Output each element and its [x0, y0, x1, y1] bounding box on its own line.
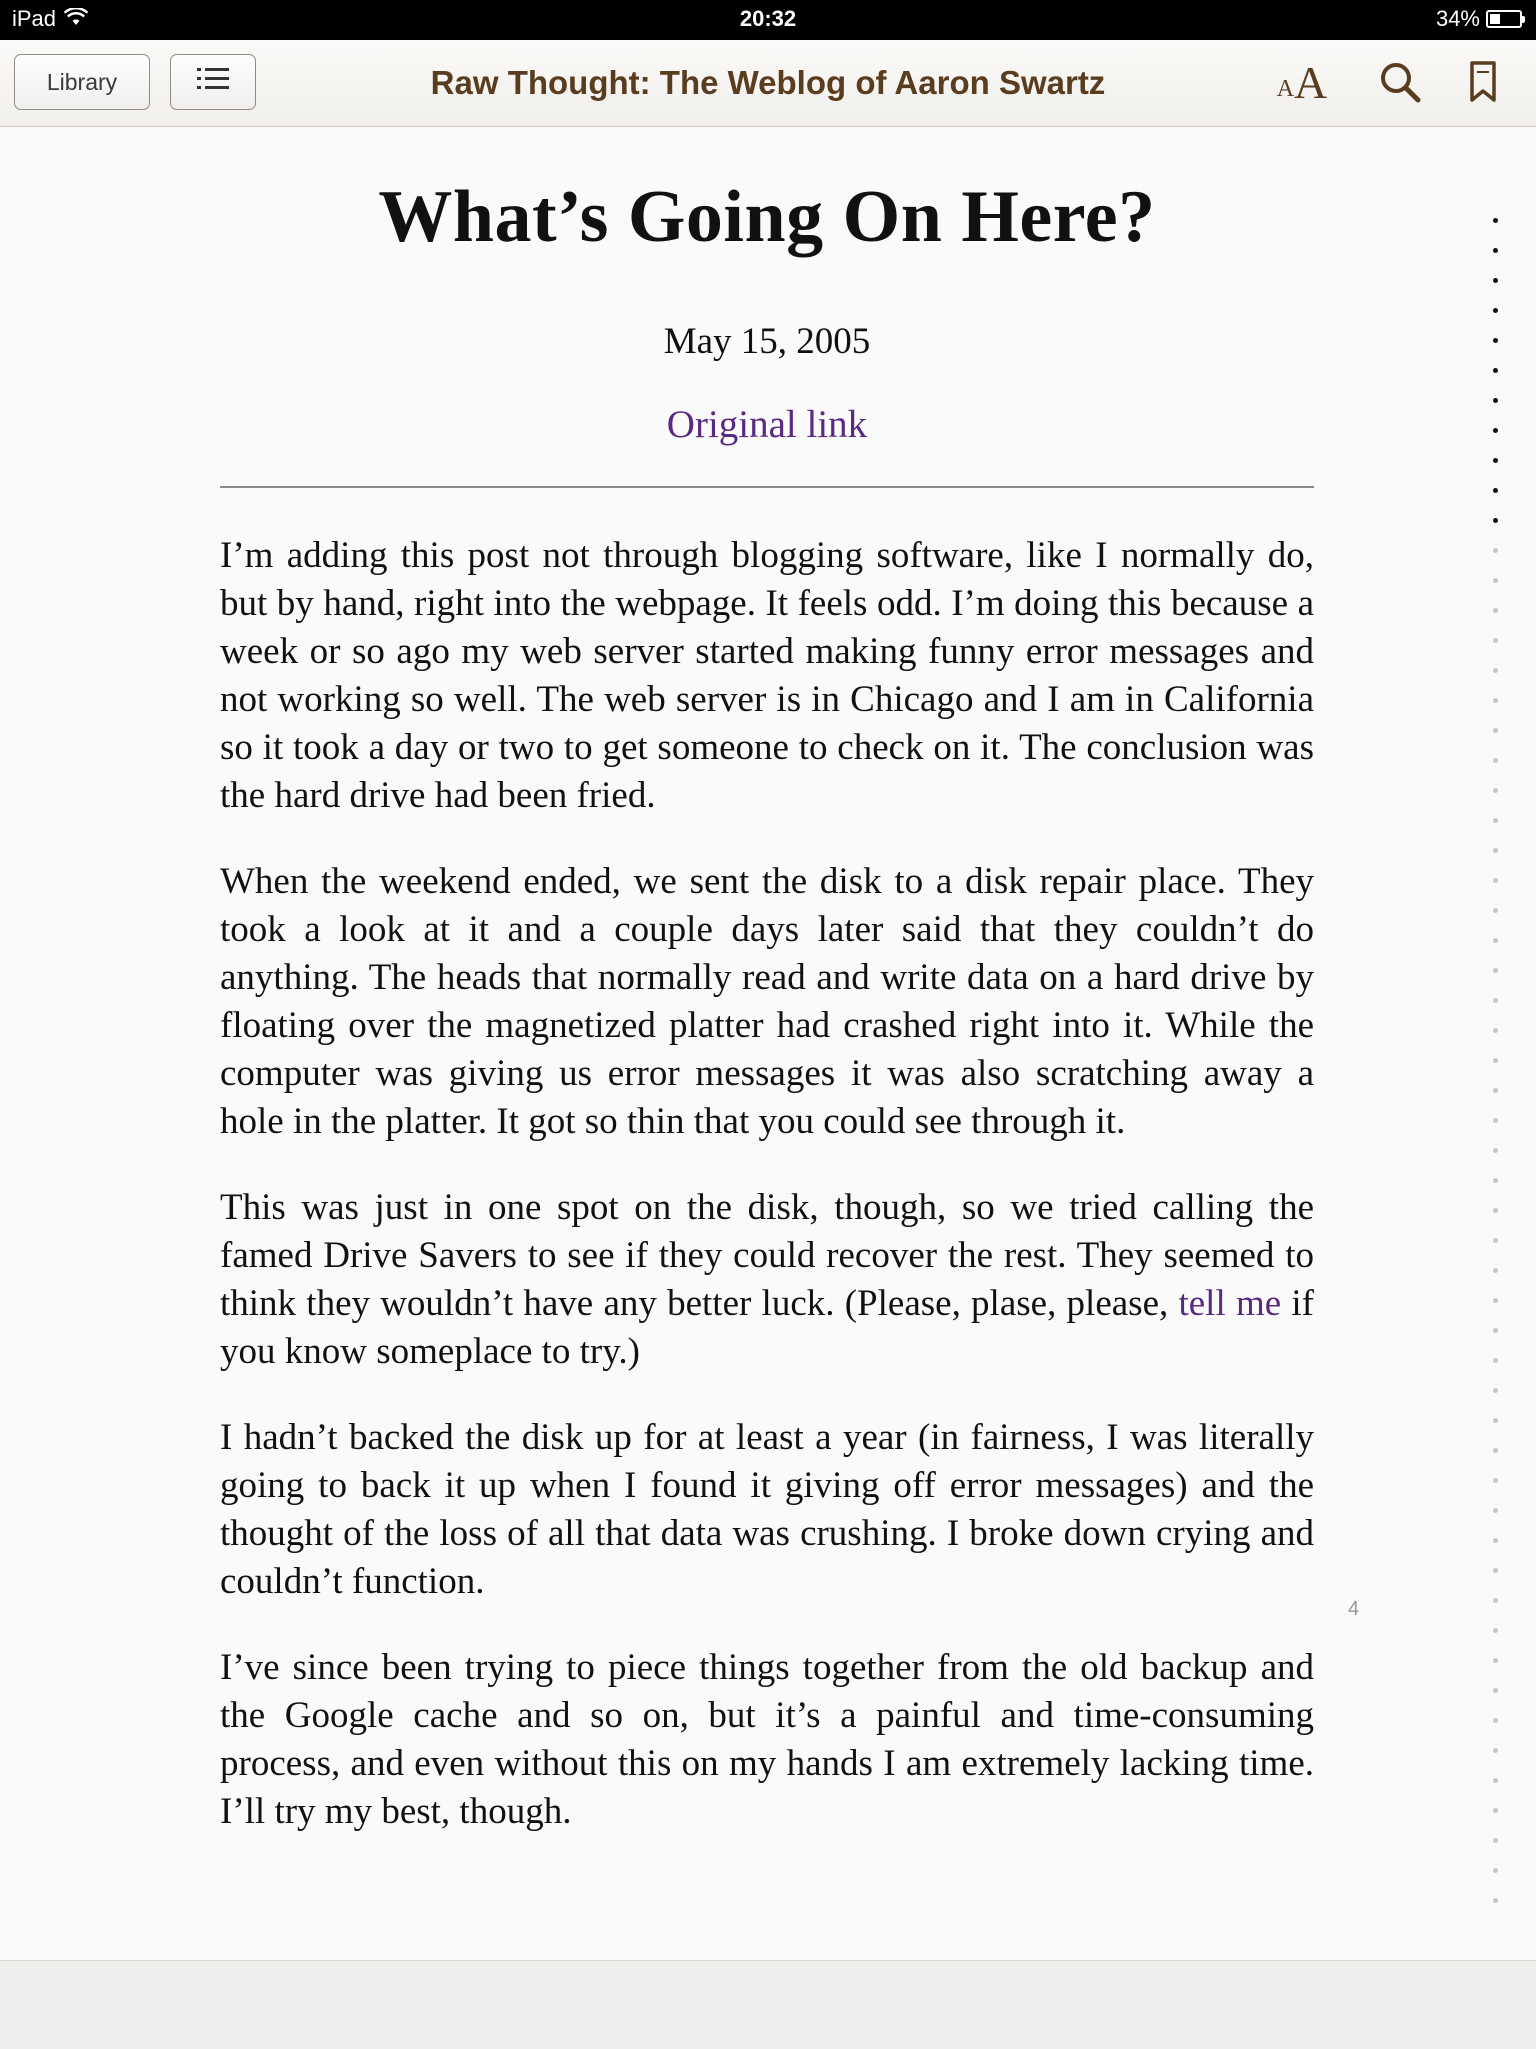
page-dot-unread	[1493, 1868, 1498, 1873]
page-dot-unread	[1493, 788, 1498, 793]
page-dot-unread	[1493, 638, 1498, 643]
page-dot-unread	[1493, 548, 1498, 553]
original-link[interactable]: Original link	[666, 403, 868, 446]
page-dot-unread	[1493, 1778, 1498, 1783]
paragraph: I’ve since been trying to piece things together from the old backup and the Google cache and so on, but it’s a painful and time-consuming process, and even without this on my hands I am extremely lacking time. I’ll try my best, though.	[220, 1647, 1314, 1832]
page-dot-read	[1493, 518, 1498, 523]
page-dot-unread	[1493, 908, 1498, 913]
bottom-bar	[0, 1960, 1536, 2049]
font-size-icon[interactable]	[1268, 56, 1336, 108]
page-dot-read	[1493, 398, 1498, 403]
page-dot-unread	[1493, 1598, 1498, 1603]
article-date: May 15, 2005	[663, 321, 871, 362]
page-dot-unread	[1493, 998, 1498, 1003]
page-dot-unread	[1493, 1448, 1498, 1453]
reader-toolbar	[0, 40, 1536, 127]
page-dot-unread	[1493, 758, 1498, 763]
page-dot-unread	[1493, 1388, 1498, 1393]
page-dot-unread	[1493, 1658, 1498, 1663]
page-dot-unread	[1493, 608, 1498, 613]
page-dot-unread	[1493, 1628, 1498, 1633]
divider	[220, 486, 1314, 488]
status-bar	[0, 0, 1536, 40]
page-dot-unread	[1493, 938, 1498, 943]
page-dot-unread	[1493, 1058, 1498, 1063]
page-dot-unread	[1493, 1538, 1498, 1543]
page-dot-read	[1493, 338, 1498, 343]
battery-percent: 34%	[1435, 6, 1480, 31]
page-dot-unread	[1493, 1478, 1498, 1483]
page-dot-unread	[1493, 1148, 1498, 1153]
page-number: 4	[1348, 1598, 1360, 1620]
page-dot-unread	[1493, 1718, 1498, 1723]
page-dot-unread	[1493, 1838, 1498, 1843]
clock: 20:32	[739, 6, 797, 31]
page-dot-unread	[1493, 1568, 1498, 1573]
article-title: What’s Going On Here?	[378, 176, 1156, 258]
book-title: Raw Thought: The Weblog of Aaron Swartz	[430, 64, 1106, 101]
paragraph-text: if you know someplace to try.)	[220, 1283, 1314, 1372]
tell-me-link[interactable]: tell me	[1178, 1283, 1282, 1324]
paragraph	[220, 1184, 1314, 1376]
page-scrubber[interactable]	[1490, 218, 1500, 1928]
status-right	[1436, 6, 1522, 32]
page-dot-unread	[1493, 1208, 1498, 1213]
page-dot-unread	[1493, 1238, 1498, 1243]
page-dot-unread	[1493, 1118, 1498, 1123]
page-dot-read	[1493, 488, 1498, 493]
page-dot-unread	[1493, 1808, 1498, 1813]
page-dot-unread	[1493, 578, 1498, 583]
page-dot-unread	[1493, 1748, 1498, 1753]
page-dot-read	[1493, 218, 1498, 223]
page-dot-unread	[1493, 1328, 1498, 1333]
table-of-contents-button[interactable]	[170, 54, 256, 110]
page-dot-read	[1493, 428, 1498, 433]
page-dot-unread	[1493, 1178, 1498, 1183]
page-dot-unread	[1493, 698, 1498, 703]
page-dot-read	[1493, 368, 1498, 373]
battery-icon	[1486, 10, 1522, 28]
page-dot-unread	[1493, 968, 1498, 973]
paragraph: When the weekend ended, we sent the disk to a disk repair place. They took a look at it and a couple days later said that they couldn’t do anything. The heads that normally read and write data on a hard drive by floating over the magnetized platter had crashed right into it. While the computer was giving us error messages it was also scratching away a hole in the platter. It got so thin that you could see through it.	[220, 861, 1314, 1142]
page-dot-unread	[1493, 1298, 1498, 1303]
page-dot-unread	[1493, 1358, 1498, 1363]
page-dot-read	[1493, 308, 1498, 313]
page-dot-unread	[1493, 1418, 1498, 1423]
paragraph: I hadn’t backed the disk up for at least a year (in fairness, I was literally going to back it up when I found it giving off error messages) and the thought of the loss of all that data was crushing. I broke down crying and couldn’t function.	[220, 1417, 1314, 1602]
paragraph: I’m adding this post not through blogging software, like I normally do, but by hand, right into the webpage. It feels odd. I’m doing this because a week or so ago my web server started making funny error messages and not working so well. The web server is in Chicago and I am in California so it took a day or two to get someone to check on it. The conclusion was the hard drive had been fried.	[220, 535, 1314, 816]
page-dot-unread	[1493, 1088, 1498, 1093]
article-content	[220, 126, 1314, 1836]
page-dot-unread	[1493, 1508, 1498, 1513]
page-dot-unread	[1493, 848, 1498, 853]
page-dot-unread	[1493, 1898, 1498, 1903]
page-dot-unread	[1493, 728, 1498, 733]
page-dot-unread	[1493, 818, 1498, 823]
font-small-glyph: A	[1276, 75, 1295, 102]
page-dot-unread	[1493, 668, 1498, 673]
battery-fill	[1490, 14, 1500, 24]
font-large-glyph: A	[1294, 56, 1328, 108]
search-icon[interactable]	[1374, 56, 1426, 108]
page-dot-read	[1493, 458, 1498, 463]
page-dot-read	[1493, 278, 1498, 283]
page-dot-read	[1493, 248, 1498, 253]
device-name: iPad	[12, 6, 57, 31]
library-button[interactable]: Library	[14, 54, 150, 110]
page-dot-unread	[1493, 1028, 1498, 1033]
page-dot-unread	[1493, 878, 1498, 883]
page-dot-unread	[1493, 1688, 1498, 1693]
bookmark-icon[interactable]	[1462, 56, 1504, 108]
paragraph-text: This was just in one spot on the disk, though, so we tried calling the famed Drive Savers to see if they could recover the rest. They seemed to think they wouldn’t have any better luck. (Please, plase, please,	[220, 1187, 1314, 1324]
list-icon	[196, 66, 230, 98]
page-dot-unread	[1493, 1268, 1498, 1273]
